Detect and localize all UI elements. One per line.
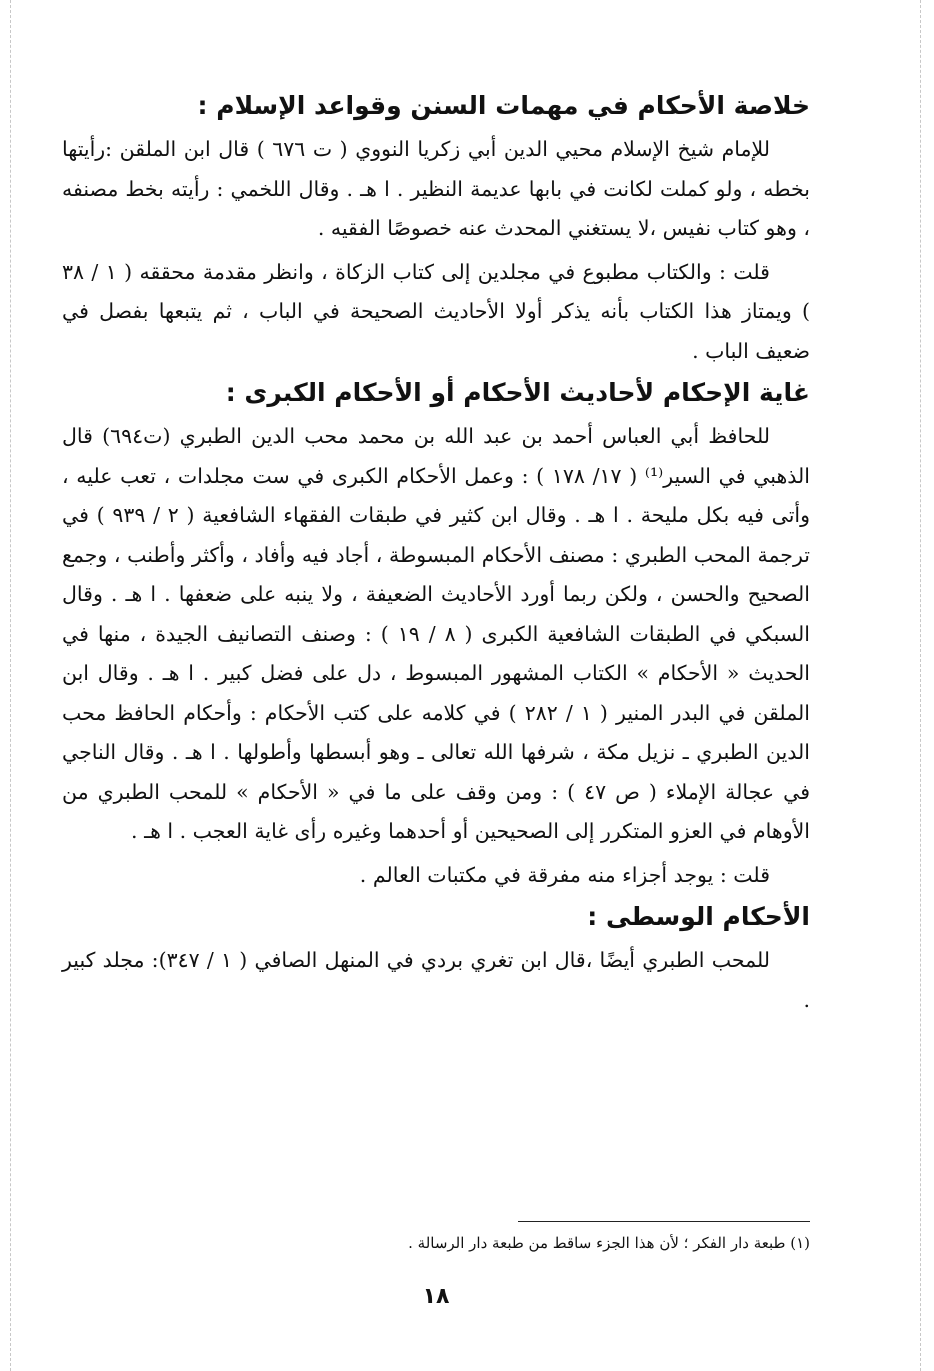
section-al-ahkam-al-wusta	[62, 899, 810, 1020]
paragraph: قلت : والكتاب مطبوع في مجلدين إلى كتاب الزكاة ، وانظر مقدمة محققه ( ١ / ٣٨ ) ويمتاز هذا الكتاب بأنه يذكر أولا الأحاديث الصحيحة في الباب ، ثم يتبعها بفصل في ضعيف الباب .	[62, 259, 810, 363]
page-number: ١٨	[422, 1284, 450, 1309]
scan-edge-right	[920, 0, 921, 1371]
section-heading: غاية الإحكام لأحاديث الأحكام أو الأحكام الكبرى :	[225, 378, 810, 407]
section-heading: الأحكام الوسطى :	[587, 902, 810, 931]
section-khulasat-al-ahkam	[62, 88, 810, 371]
section-ghayat-al-ihkam	[62, 375, 810, 895]
paragraph: للإمام شيخ الإسلام محيي الدين أبي زكريا النووي ( ت ٦٧٦ ) قال ابن الملقن :رأيتها بخطه ، ولو كملت لكانت في بابها عديمة النظير . ا هـ . وقال اللخمي : رأيته بخط مصنفه ، وهو كتاب نفيس ،لا يستغني المحدث عنه خصوصًا الفقيه .	[62, 137, 810, 240]
document-page	[62, 88, 810, 1338]
scan-edge-left	[10, 0, 11, 1371]
footnote: (١) طبعة دار الفكر ؛ لأن هذا الجزء ساقط من طبعة دار الرسالة .	[408, 1234, 810, 1252]
paragraph: للحافظ أبي العباس أحمد بن عبد الله بن محمد محب الدين الطبري (ت٦٩٤) قال الذهبي في السير⁽¹⁾ ( ١٧/ ١٧٨ ) : وعمل الأحكام الكبرى في ست مجلدات ، تعب عليه ، وأتى فيه بكل مليحة . ا هـ . وقال ابن كثير في طبقات الفقهاء الشافعية ( ٢ / ٩٣٩ ) في ترجمة المحب الطبري : مصنف الأحكام المبسوطة ، أجاد فيه وأفاد ، وأكثر وأطنب ، وجمع الصحيح والحسن ، ولكن ربما أورد الأحاديث الضعيفة ، ولا ينبه على ضعفها . ا هـ . وقال السبكي في الطبقات الشافعية الكبرى ( ٨ / ١٩ ) : وصنف التصانيف الجيدة ، منها في الحديث « الأحكام » الكتاب المشهور المبسوط ، دل على فضل كبير . ا هـ . وقال ابن الملقن في البدر المنير ( ١ / ٢٨٢ ) في كلامه على كتب الأحكام : وأحكام الحافظ محب الدين الطبري ـ نزيل مكة ، شرفها الله تعالى ـ وهو أبسطها وأطولها . ا هـ . وقال الناجي في عجالة الإملاء ( ص ٤٧ ) : ومن وقف على ما في « الأحكام » للمحب الطبري من الأوهام في العزو المتكرر إلى الصحيحين أو أحدهما وغيره رأى غاية العجب . ا هـ .	[62, 424, 811, 843]
paragraph: للمحب الطبري أيضًا ،قال ابن تغري بردي في المنهل الصافي ( ١ / ٣٤٧): مجلد كبير .	[62, 948, 810, 1012]
section-heading: خلاصة الأحكام في مهمات السنن وقواعد الإسلام :	[197, 91, 810, 120]
footnote-divider	[518, 1221, 810, 1222]
paragraph: قلت : يوجد أجزاء منه مفرقة في مكتبات العالم .	[359, 862, 770, 887]
